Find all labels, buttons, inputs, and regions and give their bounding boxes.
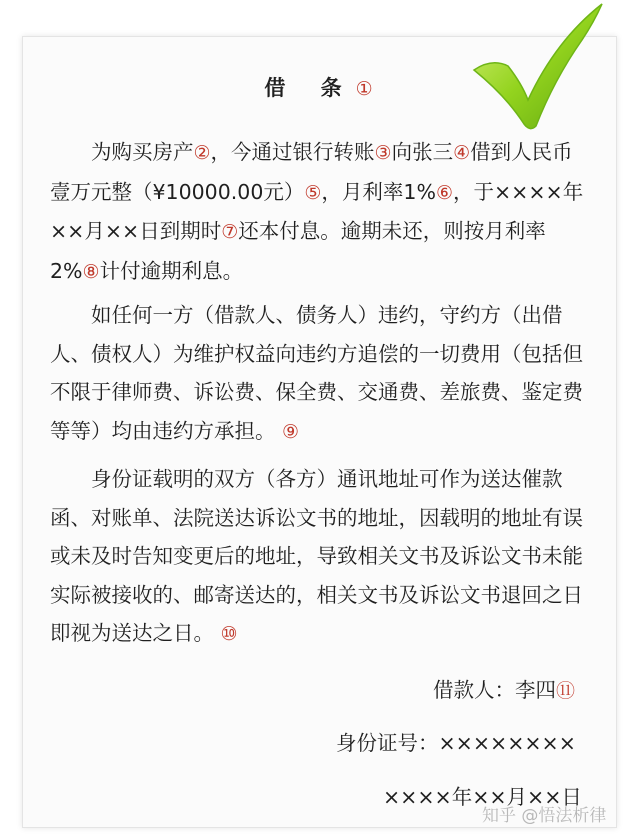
footnote-marker: ⑩ (220, 623, 238, 645)
footnote-marker: ③ (374, 142, 392, 164)
footnote-marker: ④ (453, 142, 471, 164)
footnote-marker: ⑦ (221, 221, 239, 243)
watermark: 知乎 @悟法析律 (482, 806, 607, 826)
document-title (0, 72, 637, 102)
id-number-line: 身份证号：×××××××× (336, 731, 576, 755)
borrower-signature-line: 借款人：李四⑪ (433, 678, 576, 702)
footnote-marker: ⑥ (435, 181, 453, 204)
paragraph-breach-costs: 如任何一方（借款人、债务人）违约，守约方（出借人、债权人）为维护权益向违约方追偿的一切费用（包括但不限于律师费、诉讼费、保全费、交通费、差旅费、鉴定费等等）均由违约方承担。 ⑨ (50, 303, 583, 443)
paragraph-service-address: 身份证载明的双方（各方）通讯地址可作为送达催款函、对账单、法院送达诉讼文书的地址，因载明的地址有误或未及时告知变更后的地址，导致相关文书及诉讼文书未能实际被接收的、邮寄送达的，相关文书及诉讼文书退回之日即视为送达之日。 ⑩ (50, 467, 583, 645)
footnote-marker: ① (355, 78, 373, 100)
title-text: 借 条 (264, 76, 356, 100)
footnote-marker: ⑪ (556, 680, 576, 702)
paragraph-loan-terms: 为购买房产②，今通过银行转账③向张三④借到人民币壹万元整（¥10000.00元）⑤，月利率1%⑥，于××××年××月××日到期时⑦还本付息。逾期未还，则按月利率2%⑧计付逾期利息。 (50, 140, 584, 283)
checkmark-icon (470, 0, 610, 135)
footnote-marker: ⑤ (304, 181, 322, 204)
footnote-marker: ⑧ (82, 260, 100, 283)
footnote-marker: ② (193, 142, 211, 164)
footnote-marker: ⑨ (282, 420, 300, 443)
date-line: ××××年××月××日 (383, 785, 582, 809)
